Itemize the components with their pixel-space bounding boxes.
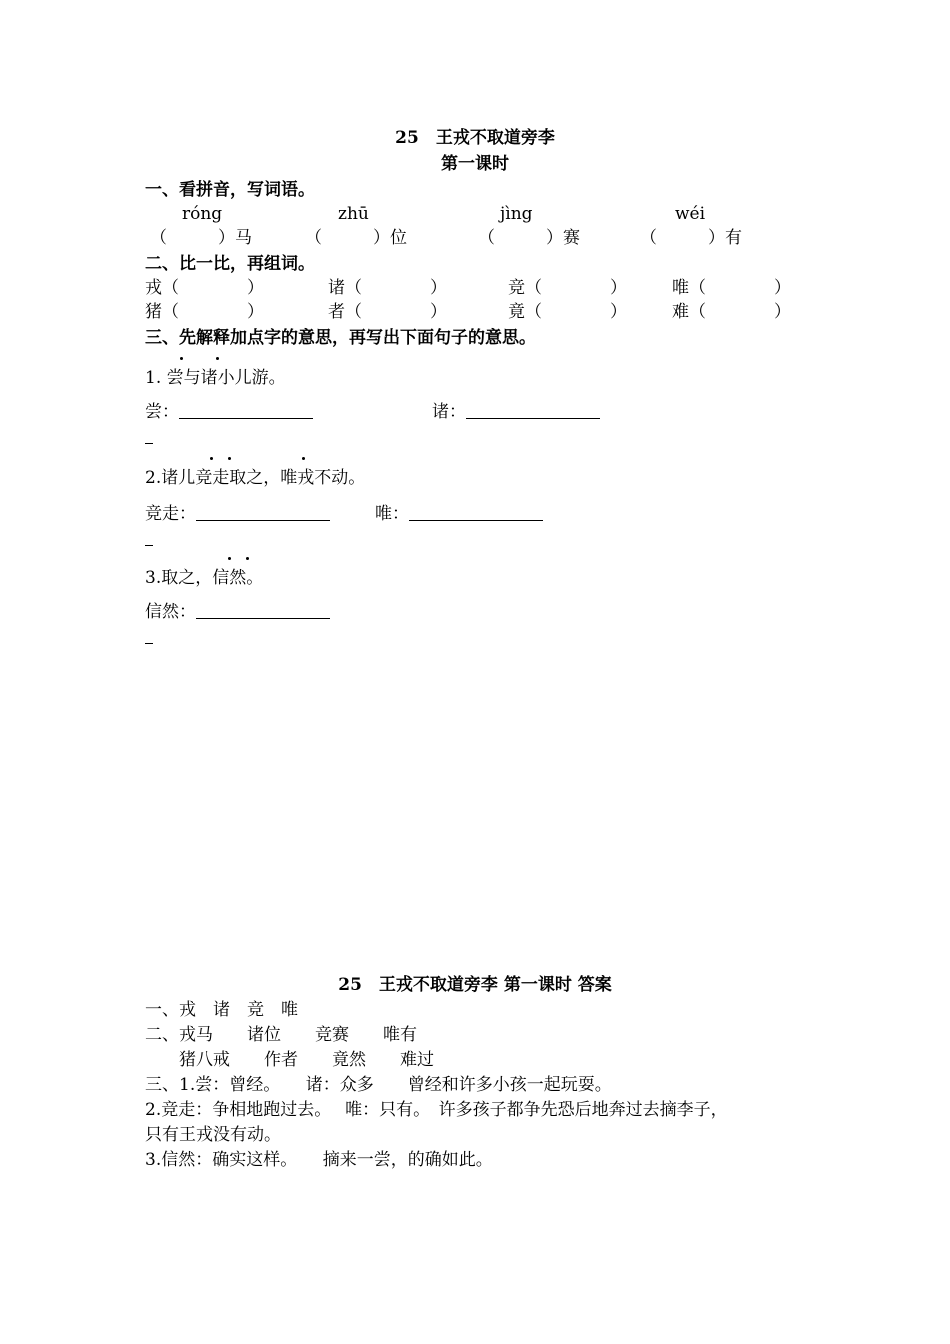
compare-zhe[interactable]: 者（ ） <box>328 302 447 322</box>
section3-heading: 三、先解释加点字的意思，再写出下面句子的意思。 <box>145 328 536 348</box>
blank-weiyou[interactable]: （ ）有 <box>640 228 742 248</box>
pinyin-jing: jìng <box>500 204 533 224</box>
emphasis-dot <box>302 457 305 460</box>
dash-mark <box>145 443 153 444</box>
q3-answer-a[interactable] <box>145 602 330 622</box>
q1-sentence: 1. 尝与诸小儿游。 <box>145 368 286 388</box>
q2-label-b: 唯： <box>375 504 409 524</box>
dash-mark <box>145 545 153 546</box>
q1-label-b: 诸： <box>432 402 466 422</box>
section1-heading: 一、看拼音，写词语。 <box>145 180 315 200</box>
q2-sentence: 2.诸儿竞走取之，唯戎不动。 <box>145 468 366 488</box>
compare-jing-race[interactable]: 竞（ ） <box>508 278 627 298</box>
q3-sentence: 3.取之，信然。 <box>145 568 264 588</box>
emphasis-dot <box>180 357 183 360</box>
dash-mark <box>145 643 153 644</box>
blank-jingsai[interactable]: （ ）赛 <box>478 228 580 248</box>
answer-line-6: 只有王戎没有动。 <box>145 1125 281 1145</box>
answer-line-3: 猪八戒 作者 竟然 难过 <box>145 1050 434 1070</box>
emphasis-dot <box>228 457 231 460</box>
worksheet-subtitle: 第一课时 <box>441 154 509 174</box>
pinyin-wei: wéi <box>675 204 706 224</box>
emphasis-dot <box>228 557 231 560</box>
pinyin-rong: róng <box>182 204 223 224</box>
emphasis-dot <box>246 557 249 560</box>
blank-rongma[interactable]: （ ）马 <box>150 228 252 248</box>
answer-line[interactable] <box>409 504 543 521</box>
q2-answer-a[interactable] <box>145 504 330 524</box>
answer-line[interactable] <box>466 402 600 419</box>
answer-line-5: 2.竞走：争相地跑过去。 唯：只有。 许多孩子都争先恐后地奔过去摘李子， <box>145 1100 728 1120</box>
blank-zhuwei[interactable]: （ ）位 <box>305 228 407 248</box>
compare-zhu-pig[interactable]: 猪（ ） <box>145 302 264 322</box>
q3-label-a: 信然： <box>145 602 196 622</box>
pinyin-zhu: zhū <box>338 204 369 224</box>
q2-label-a: 竞走： <box>145 504 196 524</box>
q1-answer-b[interactable] <box>432 402 600 422</box>
compare-rong[interactable]: 戎（ ） <box>145 278 264 298</box>
compare-jing-actually[interactable]: 竟（ ） <box>508 302 627 322</box>
answer-line-1: 一、戎 诸 竞 唯 <box>145 1000 298 1020</box>
q1-label-a: 尝： <box>145 402 179 422</box>
answer-line[interactable] <box>196 602 330 619</box>
answer-line[interactable] <box>196 504 330 521</box>
emphasis-dot <box>210 457 213 460</box>
q2-answer-b[interactable] <box>375 504 543 524</box>
answer-line-2: 二、戎马 诸位 竞赛 唯有 <box>145 1025 417 1045</box>
compare-zhu[interactable]: 诸（ ） <box>328 278 447 298</box>
emphasis-dot <box>216 357 219 360</box>
q1-answer-a[interactable] <box>145 402 313 422</box>
worksheet-title: 25 王戎不取道旁李 <box>395 128 555 148</box>
answer-line[interactable] <box>179 402 313 419</box>
compare-nan[interactable]: 难（ ） <box>672 302 791 322</box>
answer-line-4: 三、1.尝：曾经。 诸：众多 曾经和许多小孩一起玩耍。 <box>145 1075 612 1095</box>
answer-line-7: 3.信然：确实这样。 摘来一尝，的确如此。 <box>145 1150 493 1170</box>
answers-title: 25 王戎不取道旁李 第一课时 答案 <box>338 975 612 995</box>
section2-heading: 二、比一比，再组词。 <box>145 254 315 274</box>
compare-wei[interactable]: 唯（ ） <box>672 278 791 298</box>
